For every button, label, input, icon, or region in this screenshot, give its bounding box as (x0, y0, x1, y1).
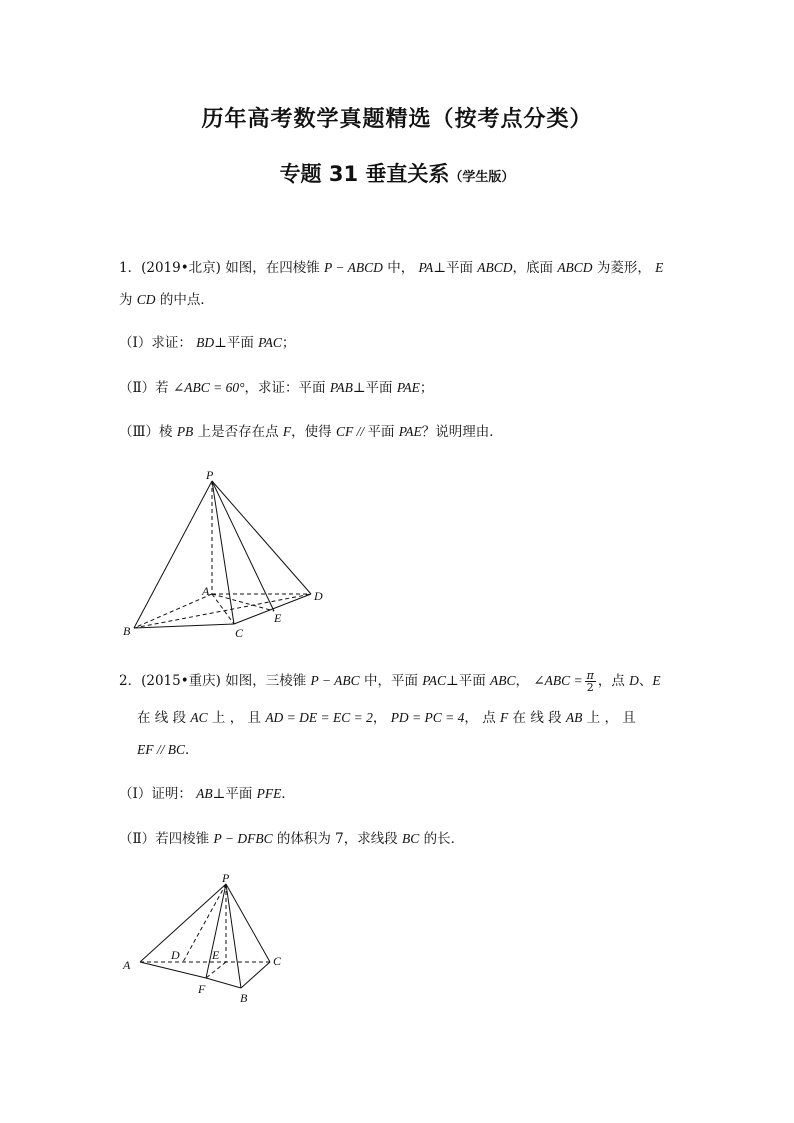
label-P: P (222, 871, 230, 885)
label-D: D (171, 948, 180, 962)
subtitle-edition: （学生版） (449, 170, 515, 185)
edge-PC (226, 884, 270, 962)
label-D: D (314, 589, 323, 603)
label-B: B (123, 624, 131, 638)
q1-stem-line2: 为 CD 的中点． (119, 292, 214, 308)
edge-AF (140, 962, 206, 978)
q2-stem-line2: 在 线 段 AC 上 ， 且 AD = DE = EC = 2， PD = PC = 4， 点 F 在 线 段 AB 上 ， 且 (137, 710, 636, 726)
label-E: E (274, 611, 282, 625)
q2-stem-line1: 2．(2015•重庆) 如图，三棱锥 P − ABC 中，平面 PAC⊥平面 ABC， ∠ABC = $\frac{\pi}{2}$ ，点 D、E (119, 669, 661, 694)
fraction-pi-over-2: $\frac{\pi}{2}$ (586, 669, 594, 694)
q2-stem-line3: EF // BC． (137, 742, 199, 758)
label-A: A (123, 958, 131, 972)
q2-part2: （Ⅱ）若四棱锥 P − DFBC 的体积为 7，求线段 BC 的长． (119, 831, 465, 847)
label-A: A (202, 584, 210, 598)
edge-PB (226, 884, 241, 988)
q1-part2: （Ⅱ）若 ∠ABC = 60°，求证：平面 PAB⊥平面 PAE； (119, 380, 434, 396)
page-title: 历年高考数学真题精选（按考点分类） (201, 106, 593, 132)
label-B: B (240, 991, 248, 1005)
q1-part1: （Ⅰ）求证： BD⊥平面 PAC； (119, 335, 296, 351)
subtitle-main: 专题 31 垂直关系 (279, 162, 450, 186)
q1-part3: （Ⅲ）棱 PB 上是否存在点 F，使得 CF // 平面 PAE？说明理由． (119, 424, 503, 440)
edge-PD (183, 884, 226, 962)
label-E: E (212, 948, 220, 962)
edge-FB (206, 978, 241, 988)
q2-part1: （Ⅰ）证明： AB⊥平面 PFE． (119, 786, 295, 802)
label-F: F (198, 982, 206, 996)
label-C: C (273, 954, 282, 968)
edge-BC (241, 962, 270, 988)
label-P: P (206, 468, 214, 482)
q1-stem-line1: 1．(2019•北京) 如图，在四棱锥 P − ABCD 中， PA⊥平面 ABCD，底面 ABCD 为菱形， E (119, 260, 664, 276)
label-C: C (235, 626, 244, 640)
